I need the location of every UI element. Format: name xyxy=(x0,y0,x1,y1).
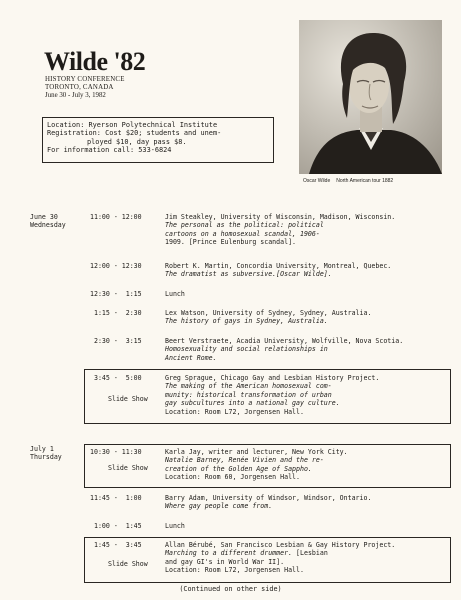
session-description xyxy=(165,494,447,511)
info-phone: For information call: 533-6824 xyxy=(47,145,172,154)
speaker-line: Greg Sprague, Chicago Gay and Lesbian History Project. xyxy=(165,374,380,382)
speaker-line: Jim Steakley, University of Wisconsin, Madison, Wisconsin. xyxy=(165,213,396,221)
session-note-line: and gay GI's in World War II]. xyxy=(165,557,285,566)
day-weekday: Wednesday xyxy=(30,221,66,230)
session-description xyxy=(165,374,447,416)
session-description xyxy=(165,290,447,298)
lunch-line: Lunch xyxy=(165,290,185,298)
session-time: 2:30 - 3:15 xyxy=(90,337,142,345)
day-date: July 1 xyxy=(30,445,54,453)
session-time: 11:45 - 1:00 xyxy=(90,494,142,502)
speaker-line: Karla Jay, writer and lecturer, New York City. xyxy=(165,448,348,456)
portrait-caption xyxy=(303,178,393,184)
talk-title-line xyxy=(165,549,447,557)
talk-note: [Lesbian xyxy=(296,549,328,558)
talk-title-line: cartoons on a homosexual scandal, 1906- xyxy=(165,229,320,238)
day-date: June 30 xyxy=(30,213,58,221)
speaker-line: Lex Watson, University of Sydney, Sydney, Australia. xyxy=(165,309,372,317)
talk-title-line: creation of the Golden Age of Sappho. xyxy=(165,464,312,473)
speaker-line: Barry Adam, University of Windsor, Windsor, Ontario. xyxy=(165,494,372,502)
conference-subtitle: HISTORY CONFERENCE xyxy=(45,76,125,83)
talk-title-line: Where gay people come from. xyxy=(165,502,273,511)
lunch-line: Lunch xyxy=(165,522,185,530)
conference-dates: June 30 - July 3, 1982 xyxy=(45,92,106,99)
session-time: 1:00 - 1:45 xyxy=(90,522,142,530)
day-weekday: Thursday xyxy=(30,453,62,462)
session-location-line: Location: Room L72, Jorgensen Hall. xyxy=(165,407,304,416)
talk-title-line: Ancient Rome. xyxy=(165,353,217,362)
info-registration-cont: ployed $10, day pass $8. xyxy=(87,137,187,146)
info-location: Location: Ryerson Polytechnical Institute xyxy=(47,121,218,129)
session-time: 1:45 - 3:45 xyxy=(90,541,142,549)
session-note-line: 1909. [Prince Eulenburg scandal]. xyxy=(165,238,297,247)
portrait-illustration xyxy=(299,20,442,174)
slide-show-label: Slide Show xyxy=(108,560,148,568)
talk-title-line: Natalie Barney, Renée Vivien and the re- xyxy=(165,456,324,465)
session-time: 1:15 - 2:30 xyxy=(90,309,142,317)
conference-city: TORONTO, CANADA xyxy=(45,84,114,91)
talk-title: Marching to a different drummer. xyxy=(165,549,293,558)
session-description xyxy=(165,541,447,575)
slide-show-label: Slide Show xyxy=(108,464,148,472)
day-label-july-1 xyxy=(30,445,62,462)
registration-info-box xyxy=(42,117,274,163)
session-description xyxy=(165,448,447,482)
caption-tour: North American tour 1882 xyxy=(336,178,394,184)
speaker-line: Beert Verstraete, Acadia University, Wolfville, Nova Scotia. xyxy=(165,337,404,345)
talk-title-line: Homosexuality and social relationships in xyxy=(165,345,328,354)
session-description xyxy=(165,522,447,530)
session-time: 11:00 - 12:00 xyxy=(90,213,142,221)
talk-title-line: The making of the American homosexual com- xyxy=(165,382,332,391)
speaker-line: Allan Bérubé, San Francisco Lesbian & Gay History Project. xyxy=(165,541,396,549)
talk-title-line: munity: historical transformation of urban xyxy=(165,390,332,399)
caption-name: Oscar Wilde xyxy=(303,178,331,184)
session-time: 3:45 - 5:00 xyxy=(90,374,142,382)
talk-title-line: gay subcultures into a national gay culture. xyxy=(165,399,340,408)
talk-title-line: The history of gays in Sydney, Australia. xyxy=(165,317,328,326)
talk-title-line: The personal as the political: political xyxy=(165,221,324,230)
info-registration: Registration: Cost $20; students and unem- xyxy=(47,129,222,138)
session-description xyxy=(165,309,447,326)
speaker-line: Robert K. Martin, Concordia University, Montreal, Quebec. xyxy=(165,262,392,270)
session-description xyxy=(165,262,447,279)
session-location-line: Location: Room 60, Jorgensen Hall. xyxy=(165,473,300,482)
session-description xyxy=(165,337,447,362)
session-description xyxy=(165,213,447,247)
conference-title: Wilde '82 xyxy=(44,47,146,76)
session-time: 10:30 - 11:30 xyxy=(90,448,142,456)
talk-title-line: The dramatist as subversive.[Oscar Wilde]. xyxy=(165,270,332,279)
session-location-line: Location: Room L72, Jorgensen Hall. xyxy=(165,566,304,575)
continued-note: (Continued on other side) xyxy=(179,585,282,593)
slide-show-label: Slide Show xyxy=(108,395,148,403)
oscar-wilde-portrait xyxy=(299,20,442,174)
session-time: 12:30 - 1:15 xyxy=(90,290,142,298)
day-label-june-30 xyxy=(30,213,66,230)
session-time: 12:00 - 12:30 xyxy=(90,262,142,270)
